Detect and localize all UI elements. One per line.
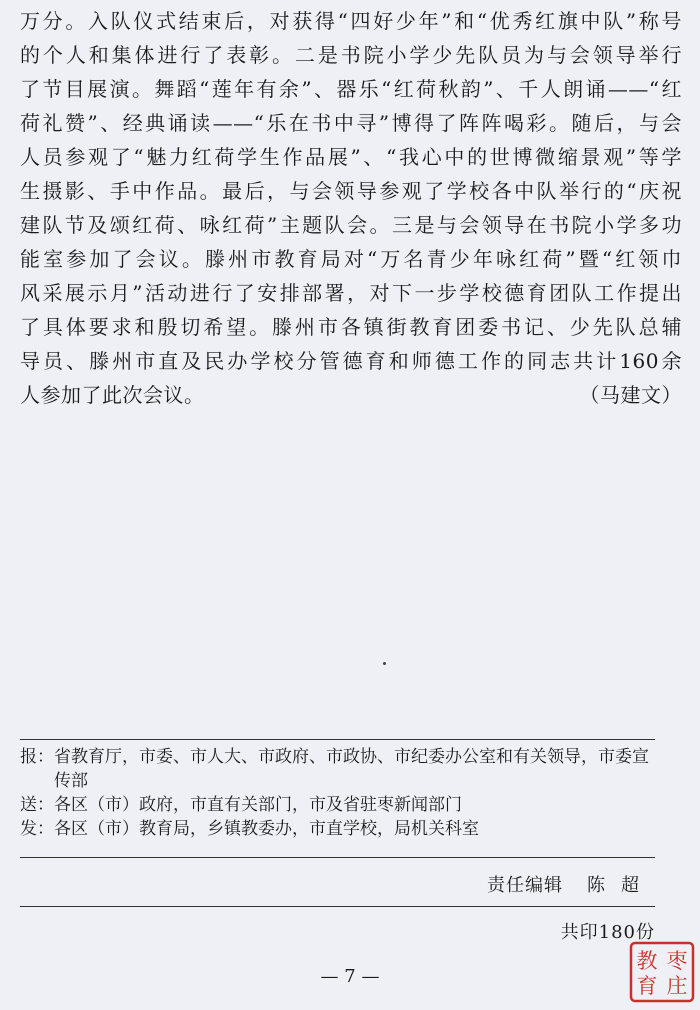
- article-line: 风采展示月”活动进行了安排部署，对下一步学校德育团队工作提出: [20, 281, 682, 305]
- divider-bottom: [20, 906, 655, 907]
- author-credit: （马建文）: [579, 383, 682, 407]
- distribution-row-issue: [20, 817, 660, 841]
- distribution-block: [20, 745, 660, 841]
- seal-char: 枣: [666, 949, 688, 973]
- distribution-label: 发：: [20, 819, 54, 839]
- responsible-editor: [487, 871, 655, 897]
- distribution-label: 送：: [20, 795, 54, 815]
- seal-char: 庄: [666, 974, 688, 998]
- article-line: 导员、滕州市直及民办学校分管德育和师德工作的同志共计160余: [20, 349, 682, 373]
- scan-speck: [383, 662, 386, 665]
- article-last-line: [20, 378, 682, 412]
- distribution-text: 省教育厅，市委、市人大、市政府、市政协、市纪委办公室和有关领导，市委宣传部: [54, 747, 649, 791]
- divider-top: [20, 739, 655, 740]
- article-line: 了具体要求和殷切希望。滕州市各镇街教育团委书记、少先队总辅: [20, 315, 682, 339]
- article-line: 人参加了此次会议。: [20, 383, 205, 407]
- seal-char: 教: [636, 949, 658, 973]
- distribution-row-report: [20, 745, 660, 793]
- distribution-row-send: [20, 793, 660, 817]
- print-count: 共印180份: [560, 922, 655, 943]
- article-line: 万分。入队仪式结束后，对获得“四好少年”和“优秀红旗中队”称号: [20, 9, 682, 33]
- distribution-label: 报：: [20, 747, 54, 767]
- article-line: 能室参加了会议。滕州市教育局对“万名青少年咏红荷”暨“红领巾: [20, 247, 682, 271]
- article-line: 的个人和集体进行了表彰。二是书院小学少先队员为与会领导举行: [20, 43, 682, 67]
- article-body: [20, 4, 682, 412]
- article-line: 建队节及颂红荷、咏红荷”主题队会。三是与会领导在书院小学多功: [20, 213, 682, 237]
- editor-name: 陈超: [587, 875, 655, 896]
- editor-label: 责任编辑: [487, 875, 563, 896]
- article-line: 人员参观了“魅力红荷学生作品展”、“我心中的世博微缩景观”等学: [20, 145, 682, 169]
- article-line: 荷礼赞”、经典诵读——“乐在书中寻”博得了阵阵喝彩。随后，与会: [20, 111, 682, 135]
- distribution-text: 各区（市）政府，市直有关部门，市及省驻枣新闻部门: [54, 795, 462, 815]
- article-line: 生摄影、手中作品。最后，与会领导参观了学校各中队举行的“庆祝: [20, 179, 682, 203]
- page-number: — 7 —: [320, 966, 380, 987]
- divider-middle: [20, 857, 655, 858]
- distribution-text: 各区（市）教育局，乡镇教委办，市直学校，局机关科室: [54, 819, 479, 839]
- seal-stamp: [628, 940, 696, 1004]
- article-line: 了节目展演。舞蹈“莲年有余”、器乐“红荷秋韵”、千人朗诵——“红: [20, 77, 682, 101]
- seal-char: 育: [636, 974, 658, 998]
